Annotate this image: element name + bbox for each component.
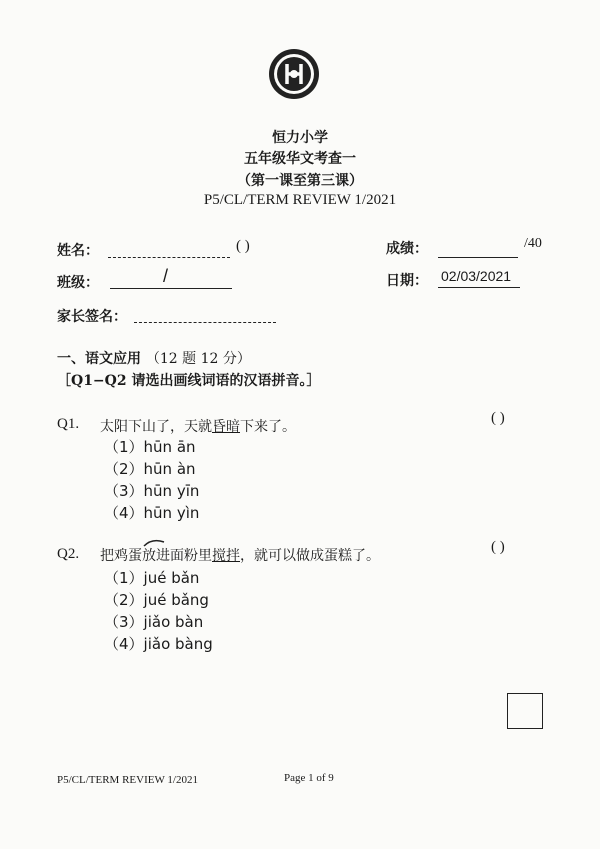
parent-signature-field[interactable] <box>134 322 276 323</box>
option-3[interactable]: （3）hūn yīn <box>104 482 200 500</box>
question-text-pre: 太阳下山了，天就 <box>100 419 212 435</box>
date-field[interactable] <box>438 287 520 288</box>
score-label: 成绩： <box>386 241 428 257</box>
score-field[interactable] <box>438 257 518 258</box>
class-field[interactable] <box>110 288 232 289</box>
underlined-word: 搅拌 <box>212 548 240 564</box>
name-field[interactable] <box>108 257 230 258</box>
option-2[interactable]: （2）jué bǎng <box>104 591 209 609</box>
option-1[interactable]: （1）jué bǎn <box>104 569 200 587</box>
question-text <box>100 416 296 436</box>
option-3[interactable]: （3）jiǎo bàn <box>104 613 204 631</box>
question-number: Q1. <box>57 416 80 432</box>
question-number: Q2. <box>57 546 80 562</box>
section-title-text: 一、语文应用 <box>57 351 141 367</box>
footer-code: P5/CL/TERM REVIEW 1/2021 <box>57 774 198 786</box>
score-total: /40 <box>524 236 542 251</box>
school-logo-icon <box>268 48 320 100</box>
page-number: Page 1 of 9 <box>284 772 334 784</box>
name-label: 姓名： <box>57 243 99 259</box>
index-number-field[interactable]: ( ) <box>236 238 250 254</box>
option-4[interactable]: （4）jiǎo bàng <box>104 635 213 653</box>
school-name: 恒力小学 <box>272 130 328 146</box>
option-2[interactable]: （2）hūn àn <box>104 460 196 478</box>
option-4[interactable]: （4）hūn yìn <box>104 504 200 522</box>
question-text-post: 下来了。 <box>240 419 296 435</box>
section-title <box>57 348 251 368</box>
date-label: 日期： <box>386 273 428 289</box>
lesson-range: （第一课至第三课） <box>237 173 363 189</box>
question-text-pre: 把鸡蛋放进面粉里 <box>100 548 212 564</box>
answer-bracket[interactable]: ( ) <box>491 539 505 555</box>
parent-signature-label: 家长签名： <box>57 309 127 325</box>
question-text-post: ，就可以做成蛋糕了。 <box>240 548 380 564</box>
exam-code: P5/CL/TERM REVIEW 1/2021 <box>203 192 397 208</box>
answer-bracket[interactable]: ( ) <box>491 410 505 426</box>
underlined-word: 昏暗 <box>212 419 240 435</box>
class-label: 班级： <box>57 275 99 291</box>
date-value: 02/03/2021 <box>441 268 512 284</box>
page-score-box[interactable] <box>507 693 543 729</box>
class-value: / <box>163 266 169 286</box>
option-1[interactable]: （1）hūn ān <box>104 438 196 456</box>
section-instruction: ［Q1−Q2 请选出画线词语的汉语拼音。］ <box>57 373 321 389</box>
exam-title: 五年级华文考查一 <box>244 151 356 167</box>
section-count: （12 题 12 分） <box>145 351 251 367</box>
pen-mark-icon <box>142 537 166 549</box>
